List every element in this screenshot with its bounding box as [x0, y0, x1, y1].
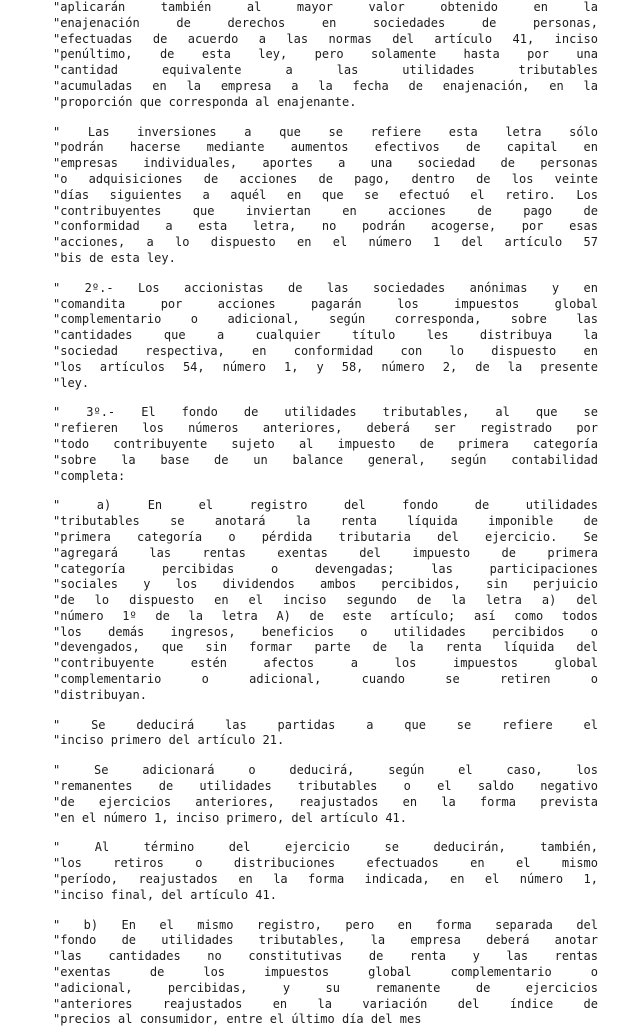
text-line: "aplicarán también al mayor valor obtenido en la [53, 0, 598, 14]
text-line: "empresas individuales, aportes a una sociedad de personas [53, 156, 598, 171]
text-line: " 3º.- El fondo de utilidades tributables, al que se [53, 405, 598, 420]
text-line: "adicional, percibidas, y su remanente de ejercicios [53, 980, 598, 995]
text-line: "tributables se anotará la renta líquida imponible de [53, 514, 598, 529]
text-line: "comandita por acciones pagarán los impuestos global [53, 296, 598, 311]
text-line: "devengados, que sin formar parte de la renta líquida del [53, 640, 598, 655]
paragraph [53, 281, 598, 392]
text-line: "complementario o adicional, cuando se retiren o [53, 672, 598, 687]
text-line: "refieren los números anteriores, deberá ser registrado por [53, 421, 598, 436]
text-line: "acciones, a lo dispuesto en el número 1 del artículo 57 [53, 235, 598, 250]
text-line: " Al término del ejercicio se deducirán, también, [53, 840, 598, 855]
text-line: " Las inversiones a que se refiere esta letra sólo [53, 124, 598, 139]
text-line: "de ejercicios anteriores, reajustados en la forma prevista [53, 794, 598, 809]
paragraph [53, 918, 598, 1028]
text-line: "contribuyentes que inviertan en acciones de pago de [53, 203, 598, 218]
text-line: "anteriores reajustados en la variación del índice de [53, 996, 598, 1011]
text-line: "los artículos 54, número 1, y 58, número 2, de la presente [53, 359, 598, 374]
text-line: "todo contribuyente sujeto al impuesto de primera categoría [53, 436, 598, 451]
text-line: "proporción que corresponda al enajenante. [53, 94, 357, 109]
paragraph [53, 840, 598, 903]
text-line: "ley. [53, 375, 90, 390]
text-line: "penúltimo, de esta ley, pero solamente hasta por una [53, 47, 598, 62]
text-line: "inciso primero del artículo 21. [53, 733, 285, 748]
text-line: " Se adicionará o deducirá, según el caso, los [53, 763, 598, 778]
text-line: " a) En el registro del fondo de utilidades [53, 498, 598, 513]
text-line: "en el número 1, inciso primero, del artículo 41. [53, 810, 408, 825]
paragraph [53, 0, 598, 111]
text-line: "días siguientes a aquél en que se efectuó el retiro. Los [53, 187, 598, 202]
text-line: "exentas de los impuestos global complementario o [53, 965, 598, 980]
text-line: "bis de esta ley. [53, 250, 176, 265]
text-line: "acumuladas en la empresa a la fecha de enajenación, en la [53, 78, 598, 93]
text-line: "los demás ingresos, beneficios o utilidades percibidos o [53, 624, 598, 639]
text-line: "sobre la base de un balance general, según contabilidad [53, 452, 598, 467]
text-line: "las cantidades no constitutivas de renta y las rentas [53, 949, 598, 964]
paragraph [53, 718, 598, 750]
text-line: "primera categoría o pérdida tributaria del ejercicio. Se [53, 529, 598, 544]
paragraph [53, 498, 598, 703]
text-line: "efectuadas de acuerdo a las normas del artículo 41, inciso [53, 31, 598, 46]
text-line: "número 1º de la letra A) de este artículo; así como todos [53, 608, 598, 623]
text-line: "período, reajustados en la forma indicada, en el número 1, [53, 872, 598, 887]
text-line: "distribuyan. [53, 687, 147, 702]
text-line: "enajenación de derechos en sociedades de personas, [53, 15, 598, 30]
text-line: "complementario o adicional, según corresponda, sobre las [53, 312, 598, 327]
paragraph [53, 125, 598, 267]
text-line: "los retiros o distribuciones efectuados en el mismo [53, 856, 598, 871]
document-page [53, 0, 598, 1027]
text-line: "podrán hacerse mediante aumentos efectivos de capital en [53, 140, 598, 155]
paragraph [53, 763, 598, 826]
text-line: "cantidades que a cualquier título les distribuya la [53, 328, 598, 343]
text-line: "fondo de utilidades tributables, la empresa deberá anotar [53, 933, 598, 948]
text-line: "conformidad a esta letra, no podrán acogerse, por esas [53, 219, 598, 234]
text-line: "contribuyente estén afectos a los impuestos global [53, 656, 598, 671]
paragraph [53, 405, 598, 484]
text-line: "remanentes de utilidades tributables o el saldo negativo [53, 779, 598, 794]
text-line: "cantidad equivalente a las utilidades tributables [53, 63, 598, 78]
text-line: "sociedad respectiva, en conformidad con lo dispuesto en [53, 343, 598, 358]
text-line: " b) En el mismo registro, pero en forma separada del [53, 917, 598, 932]
text-line: "categoría percibidas o devengadas; las participaciones [53, 561, 598, 576]
text-line: "o adquisiciones de acciones de pago, dentro de los veinte [53, 171, 598, 186]
text-line: " 2º.- Los accionistas de las sociedades anónimas y en [53, 280, 598, 295]
text-line: "precios al consumidor, entre el último día del mes [53, 1012, 422, 1027]
text-line: "completa: [53, 468, 126, 483]
text-line: " Se deducirá las partidas a que se refiere el [53, 717, 598, 732]
text-line: "de lo dispuesto en el inciso segundo de la letra a) del [53, 593, 598, 608]
text-line: "inciso final, del artículo 41. [53, 887, 277, 902]
text-line: "sociales y los dividendos ambos percibidos, sin perjuicio [53, 577, 598, 592]
text-line: "agregará las rentas exentas del impuesto de primera [53, 545, 598, 560]
